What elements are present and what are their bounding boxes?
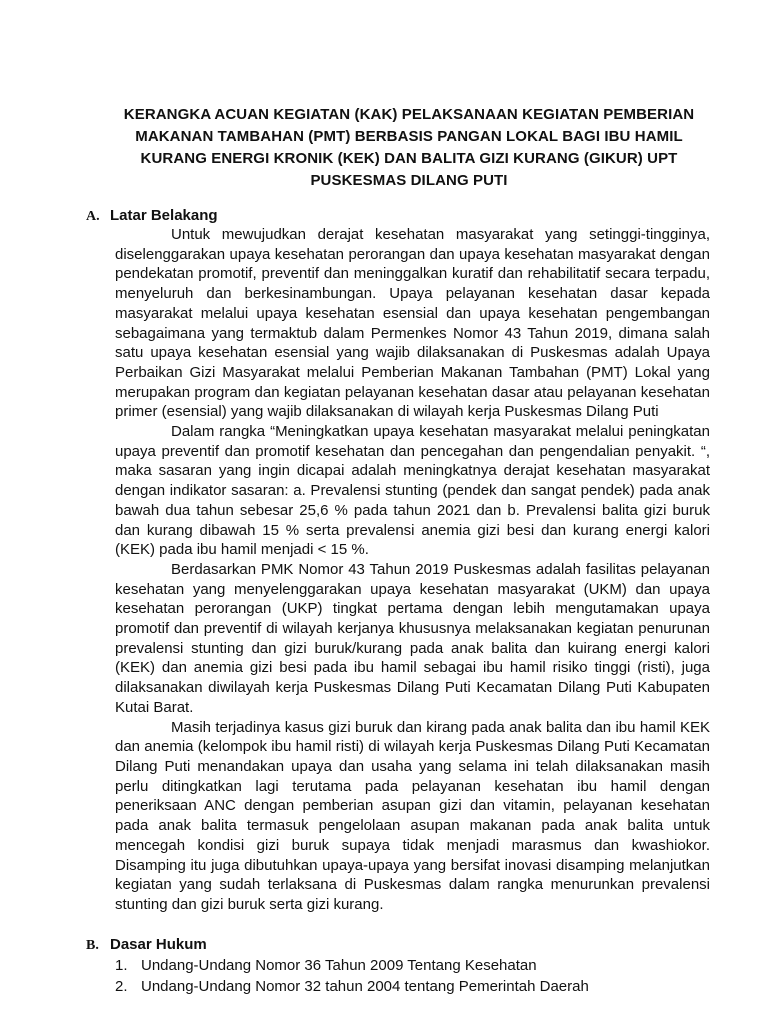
title-line: PUSKESMAS DILANG PUTI <box>310 172 508 189</box>
section-b-heading <box>86 935 207 956</box>
list-item-text: Undang-Undang Nomor 32 tahun 2004 tentang Pemerintah Daerah <box>141 978 589 995</box>
list-item-text: Undang-Undang Nomor 36 Tahun 2009 Tentang Kesehatan <box>141 957 537 974</box>
section-a-title: Latar Belakang <box>110 207 218 224</box>
list-item <box>115 976 710 997</box>
section-a-body <box>115 225 710 915</box>
title-line: MAKANAN TAMBAHAN (PMT) BERBASIS PANGAN LOKAL BAGI IBU HAMIL <box>135 128 683 145</box>
title-line: KURANG ENERGI KRONIK (KEK) DAN BALITA GIZI KURANG (GIKUR) UPT <box>140 150 678 167</box>
section-a-letter: A. <box>86 209 100 224</box>
paragraph: Masih terjadinya kasus gizi buruk dan kirang pada anak balita dan ibu hamil KEK dan anemia (kelompok ibu hamil risti) di wilayah kerja Puskesmas Dilang Puti Kecamatan Dilang Puti menandakan upaya dan usaha yang selama ini telah dilaksanakan masih perlu ditingkatkan lagi terutama pada pelayanan kesehatan ibu hamil dengan peneriksaan ANC dengan pemberian asupan gizi dan vitamin, pelayanan kesehatan pada anak balita termasuk pengelolaan asupan makanan pada anak balita untuk mencegah kondisi gizi buruk supaya tidak menjadi marasmus dan kwashiokor. Disamping itu juga dibutuhkan upaya-upaya yang bersifat inovasi disamping melanjutkan kegiatan yang sudah terlaksana di Puskesmas dalam rangka menurunkan prevalensi stunting dan gizi buruk serta gizi kurang. <box>115 718 710 913</box>
document-title <box>100 104 718 192</box>
list-item-number: 2. <box>115 978 128 995</box>
paragraph: Dalam rangka “Meningkatkan upaya kesehatan masyarakat melalui peningkatan upaya preventif dan promotif kesehatan dan pencegahan dan pengendalian penyakit. “, maka sasaran yang ingin dicapai adalah meningkatnya derajat kesehatan masyarakat dengan indikator sasaran: a. Prevalensi stunting (pendek dan sangat pendek) pada anak bawah dua tahun sebesar 25,6 % pada tahun 2021 dan b. Prevalensi balita gizi buruk dan kurang dibawah 15 % serta prevalensi anemia gizi besi dan kurang energi kalori (KEK) pada ibu hamil menjadi < 15 %. <box>115 423 710 559</box>
legal-basis-list <box>115 955 710 997</box>
section-a-heading <box>86 206 218 227</box>
paragraph: Untuk mewujudkan derajat kesehatan masyarakat yang setinggi-tingginya, diselenggarakan upaya kesehatan perorangan dan upaya kesehatan masyarakat dengan pendekatan promotif, preventif dan meninggalkan kuratif dan rehabilitatif secara terpadu, menyeluruh dan berkesinambungan. Upaya pelayanan kesehatan dasar kepada masyarakat melalui upaya kesehatan esensial dan upaya kesehatan pengembangan sebagaimana yang termaktub dalam Permenkes Nomor 43 Tahun 2019, dimana salah satu upaya kesehatan esensial yang wajib dilaksanakan di Puskesmas adalah Upaya Perbaikan Gizi Masyarakat melalui Pemberian Makanan Tambahan (PMT) Lokal yang merupakan program dan kegiatan pelayanan kesehatan dasar atau pelayanan kesehatan primer (esensial) yang wajib dilaksanakan di wilayah kerja Puskesmas Dilang Puti <box>115 226 710 421</box>
paragraph: Berdasarkan PMK Nomor 43 Tahun 2019 Puskesmas adalah fasilitas pelayanan kesehatan yang menyelenggarakan upaya kesehatan masyarakat (UKM) dan upaya kesehatan perorangan (UKP) tingkat pertama dengan lebih mengutamakan upaya promotif dan preventif di wilayah kerjanya khususnya melaksanakan kegiatan penurunan prevalensi stunting dan gizi buruk/kurang pada anak balita dan kuirang energi kalori (KEK) dan anemia gizi besi pada ibu hamil sebagai ibu hamil risiko tinggi (risti), juga dilaksanakan diwilayah kerja Puskesmas Dilang Puti Kecamatan Dilang Puti Kabupaten Kutai Barat. <box>115 560 710 716</box>
section-b-title: Dasar Hukum <box>110 936 207 953</box>
section-b-letter: B. <box>86 938 99 953</box>
list-item-number: 1. <box>115 957 128 974</box>
list-item <box>115 955 710 976</box>
title-line: KERANGKA ACUAN KEGIATAN (KAK) PELAKSANAAN KEGIATAN PEMBERIAN <box>123 106 695 123</box>
